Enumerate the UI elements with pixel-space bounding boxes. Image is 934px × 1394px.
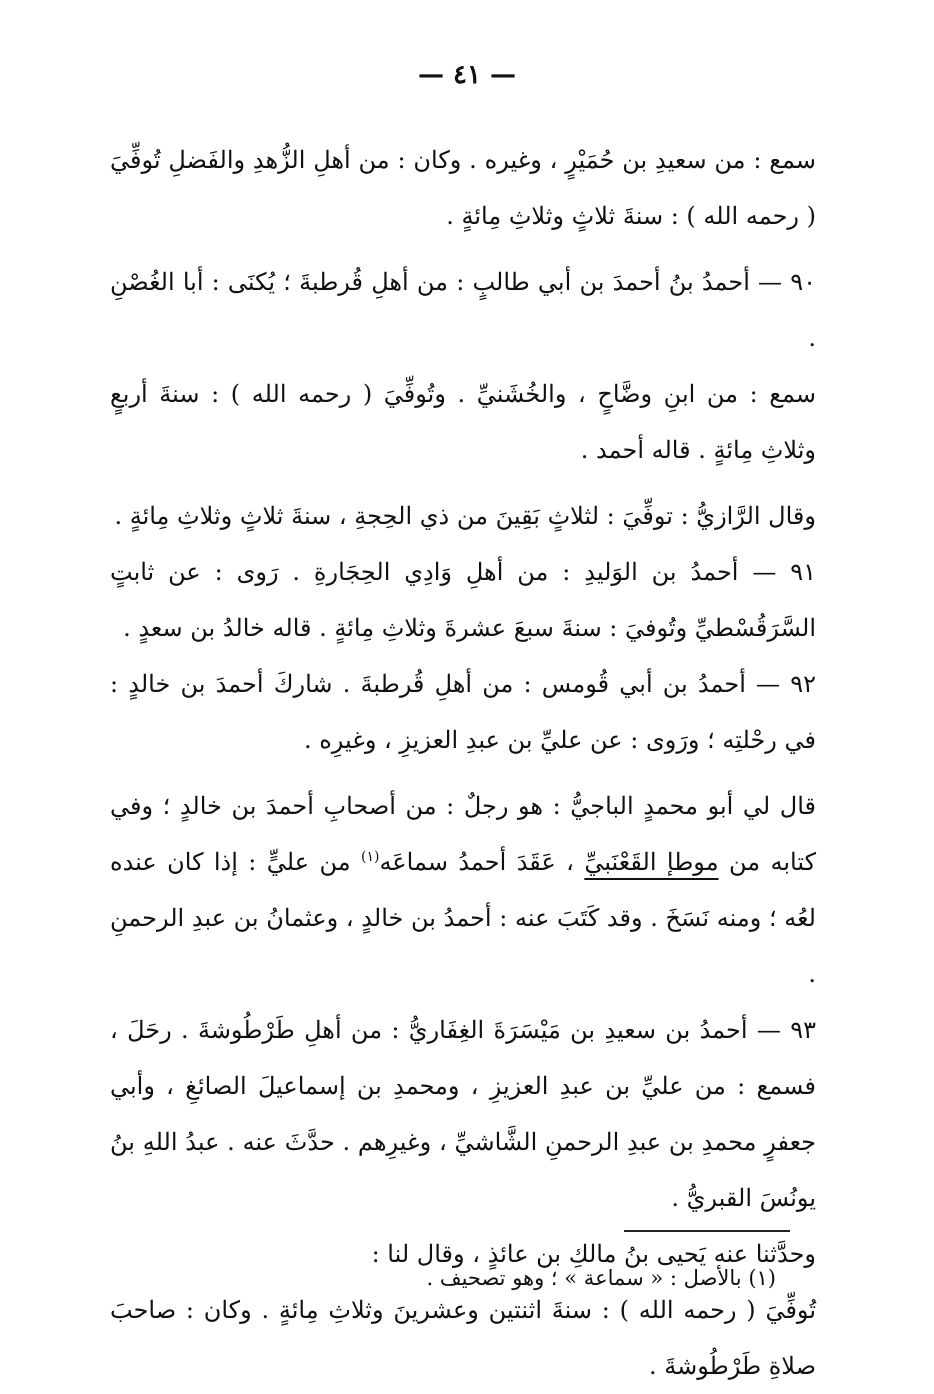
paragraph-bio-continuation: سمع : من سعيدِ بن حُمَيْرٍ ، وغيره . وكان : من أهلِ الزُّهدِ والفَضلِ تُوفِّيَ ( رحمه الله ) : سنةَ ثلاثٍ وثلاثِ مِائةٍ . — [110, 146, 816, 230]
entry-93-narrator: وحدَّثنا عنه يَحيى بنُ مالكِ بن عائذٍ ، وقال لنا : — [371, 1240, 816, 1268]
entry-91: ٩١ — أحمدُ بن الوَليدِ : من أهلِ وَادِي الحِجَارةِ . رَوى : عن ثابتٍ السَّرَقُسْطيِّ وتُوفيَ : سنةَ سبعَ عشرةَ وثلاثِ مِائةٍ . قاله خالدُ بن سعدٍ . — [110, 558, 816, 642]
entry-90: ٩٠ — أحمدُ بنُ أحمدَ بن أبي طالبٍ : من أهلِ قُرطبةَ ؛ يُكنَى : أبا الغُصْنِ . — [110, 268, 816, 352]
muwatta-title: موطإ القَعْنَبيِّ — [584, 848, 719, 876]
entry-93-death: تُوفِّيَ ( رحمه الله ) : سنةَ اثنتين وعشرينَ وثلاثِ مِائةٍ . وكان : صاحبَ صلاةِ طَرْطُوشةَ . — [110, 1296, 816, 1380]
razi-note: وقال الرَّازيُّ : توفِّيَ : لثلاثٍ بَقِينَ من ذي الحِجةِ ، سنةَ ثلاثٍ وثلاثِ مِائةٍ . — [114, 502, 816, 530]
baji-note — [110, 778, 816, 1002]
entry-93: ٩٣ — أحمدُ بن سعيدِ بن مَيْسَرَةَ الغِفَاريُّ : من أهلِ طَرْطُوشةَ . رحَلَ ، فسمع : من عليِّ بن عبدِ العزيزِ ، ومحمدِ بن إسماعيلَ الصائغِ ، وأبي جعفرٍ محمدِ بن عبدِ الرحمنِ الشَّاشيِّ ، وغيرِهم . حدَّثَ عنه . عبدُ اللهِ بنُ يونُسَ القبريُّ . — [110, 1016, 816, 1212]
entry-90-details: سمع : من ابنِ وضَّاحٍ ، والخُشَنيِّ . وتُوفِّيَ ( رحمه الله ) : سنةَ أربعٍ وثلاثِ مِائةٍ . قاله أحمد . — [110, 380, 816, 464]
baji-note-part-3: من عليٍّ : إذا كان عنده لعُه ؛ ومنه نَسَخَ . وقد كَتَبَ عنه : أحمدُ بن خالدٍ ، وعثمانُ بن عبدِ الرحمنِ . — [110, 848, 816, 988]
footnote-divider — [624, 1230, 790, 1232]
footnote-marker: (١) — [360, 849, 380, 865]
page-number: — ٤١ — — [417, 60, 517, 90]
entry-92: ٩٢ — أحمدُ بن أبي قُومس : من أهلِ قُرطبةَ . شاركَ أحمدَ بن خالدٍ : في رحْلتِه ؛ ورَوى : عن عليِّ بن عبدِ العزيزِ ، وغيرِه . — [110, 670, 816, 754]
main-text — [110, 132, 816, 1394]
footnote: (١) بالأصل : « سماعة » ؛ وهو تصحيف . — [426, 1266, 776, 1290]
baji-note-part-2: ، عَقَدَ أحمدُ سماعَه — [379, 848, 585, 876]
baji-note-part-1: قال لي أبو محمدٍ الباجيُّ : هو رجلٌ : من أصحابِ أحمدَ بن خالدٍ ؛ وفي كتابه من — [110, 792, 817, 876]
